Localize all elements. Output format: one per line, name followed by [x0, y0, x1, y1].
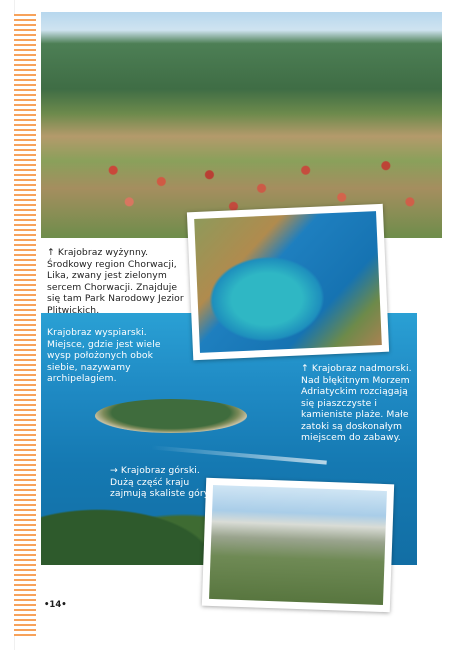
- caption-island: Krajobraz wyspiarski. Miejsce, gdzie jest wiele wysp położonych obok siebie, nazywamy archipelagiem.: [47, 327, 161, 384]
- caption-mountain: → Krajobraz górski. Dużą część kraju zajmują skaliste góry.: [110, 465, 211, 499]
- coastal-bay-polaroid: [187, 204, 389, 360]
- caption-coastal: ↑ Krajobraz nadmorski. Nad błękitnym Morzem Adriatyckim rozciągają się piaszczyste i kamieniste plaże. Małe zatoki są doskonałym miejscem do zabawy.: [301, 363, 412, 443]
- boat-wake: [151, 445, 327, 464]
- decorative-stripes: [14, 14, 36, 636]
- page-number: •14•: [44, 600, 67, 610]
- caption-highland: ↑ Krajobraz wyżynny. Środkowy region Chorwacji, Lika, zwany jest zielonym sercem Chorwacji. Znajduje się tam Park Narodowy Jezior Plitwickich.: [47, 247, 184, 316]
- island-shape: [95, 399, 247, 433]
- coastal-trees: [41, 501, 231, 565]
- mountain-photo: [209, 485, 387, 605]
- mountain-polaroid: [202, 478, 394, 612]
- coastal-bay-photo: [194, 211, 382, 353]
